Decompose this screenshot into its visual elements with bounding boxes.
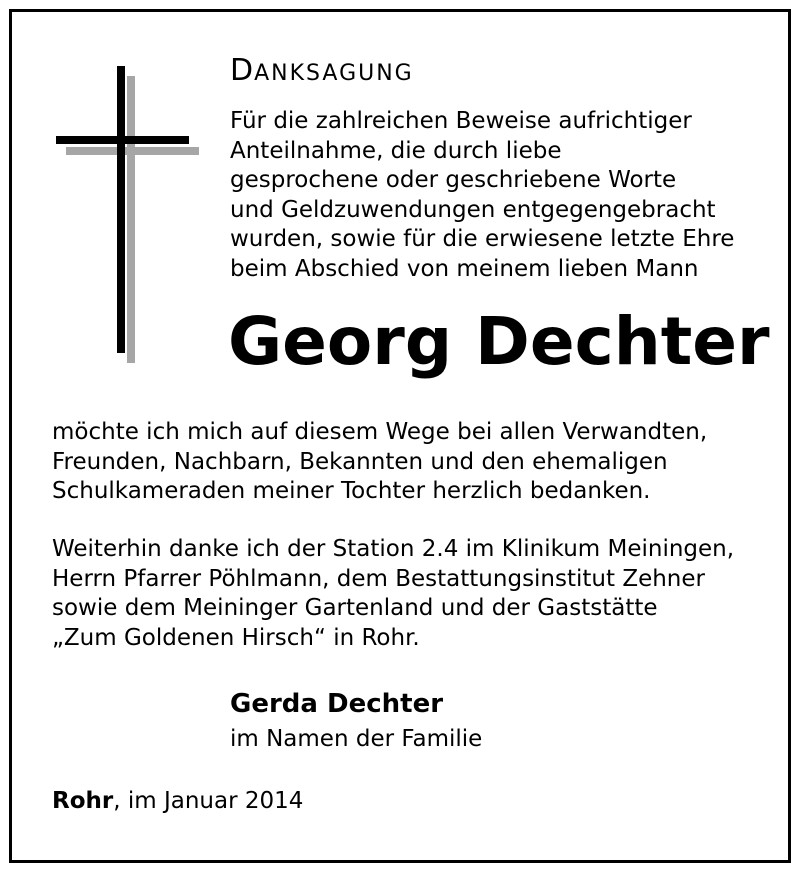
cross-gray-vertical	[127, 76, 135, 363]
date: , im Januar 2014	[113, 788, 304, 814]
place-date	[52, 786, 303, 816]
cross-gray-horizontal	[66, 147, 199, 155]
cross-black-horizontal	[56, 136, 189, 144]
notice-heading	[230, 54, 414, 91]
heading-rest: ANKSAGUNG	[254, 61, 414, 86]
deceased-name: Georg Dechter	[228, 303, 770, 380]
intro-text: Für die zahlreichen Beweise aufrichtiger Anteilnahme, die durch liebe gesprochene oder geschriebene Worte und Geldzuwendungen entgegengebracht wurden, sowie für die erwiesene letzte Ehre beim Abschied von meinem lieben Mann	[230, 108, 735, 282]
place: Rohr	[52, 788, 114, 814]
cross-black-vertical	[117, 66, 125, 353]
cross-icon	[0, 0, 210, 370]
signer-name: Gerda Dechter	[230, 689, 444, 719]
signer-note: im Namen der Familie	[230, 726, 483, 752]
thanks-paragraph-2: Weiterhin danke ich der Station 2.4 im Klinikum Meiningen, Herrn Pfarrer Pöhlmann, dem Bestattungsinstitut Zehner sowie dem Meininger Gartenland und der Gaststätte „Zum Goldenen Hirsch“ in Rohr.	[52, 536, 735, 651]
heading-initial: D	[230, 53, 255, 88]
thanks-paragraph-1: möchte ich mich auf diesem Wege bei allen Verwandten, Freunden, Nachbarn, Bekannten und den ehemaligen Schulkameraden meiner Tochter herzlich bedanken.	[52, 419, 708, 504]
